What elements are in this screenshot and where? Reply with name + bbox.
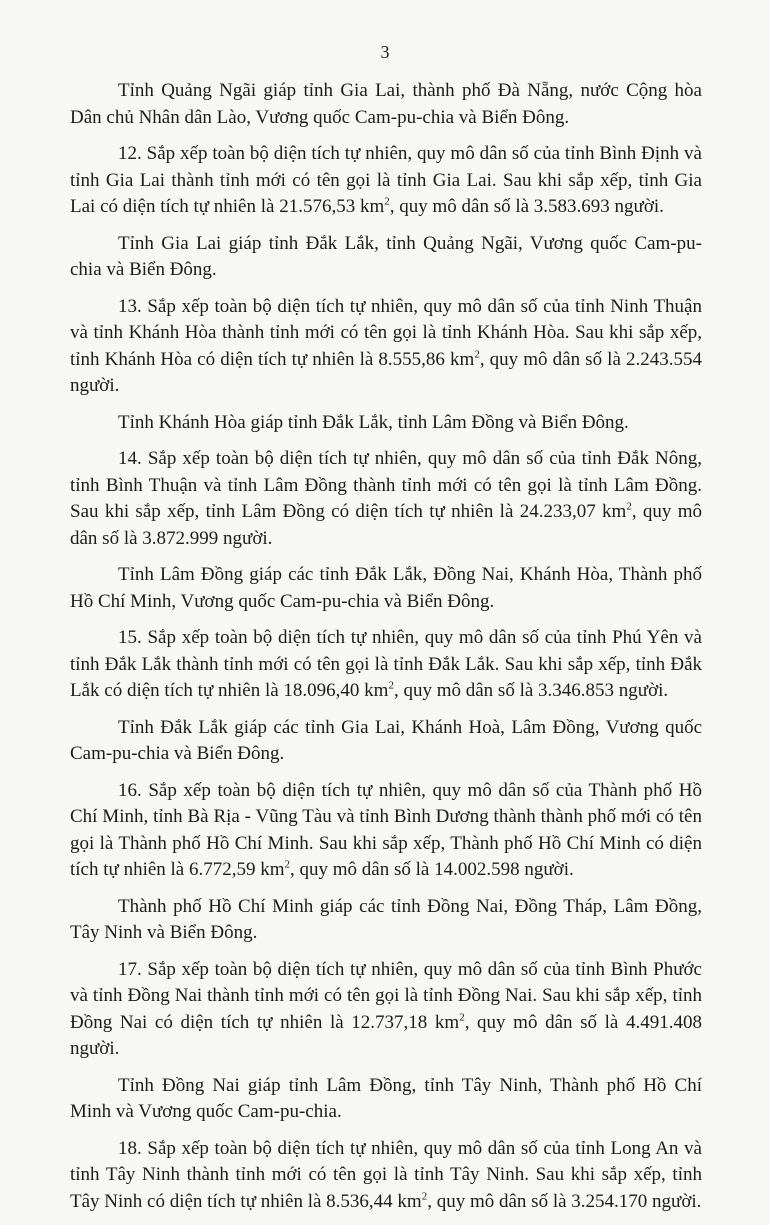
paragraph — [70, 625, 702, 705]
paragraph — [70, 294, 702, 400]
page-number: 3 — [380, 42, 390, 62]
paragraph-text: Tỉnh Gia Lai giáp tỉnh Đắk Lắk, tỉnh Quảng Ngãi, Vương quốc Cam-pu-chia và Biển Đông. — [70, 232, 702, 280]
paragraph-text: 14. Sắp xếp toàn bộ diện tích tự nhiên, quy mô dân số của tỉnh Đắk Nông, tỉnh Bình Thuận và tỉnh Lâm Đồng thành tỉnh mới có tên gọi là tỉnh Lâm Đồng. Sau khi sắp xếp, tỉnh Lâm Đồng có diện tích tự nhiên là 24.233,07 km — [70, 448, 702, 522]
paragraph — [70, 446, 702, 552]
superscript: 2 — [626, 500, 632, 513]
paragraph-text: Tỉnh Đồng Nai giáp tỉnh Lâm Đồng, tỉnh Tây Ninh, Thành phố Hồ Chí Minh và Vương quốc Cam-pu-chia. — [70, 1074, 702, 1122]
paragraph-text: , quy mô dân số là 14.002.598 người. — [290, 859, 574, 880]
paragraph — [70, 715, 702, 768]
paragraph-text: , quy mô dân số là 4.491.408 người. — [70, 1011, 702, 1059]
paragraph-text: , quy mô dân số là 3.346.853 người. — [393, 680, 669, 701]
superscript: 2 — [284, 858, 291, 871]
paragraph-text: Tỉnh Lâm Đồng giáp các tỉnh Đắk Lắk, Đồng Nai, Khánh Hòa, Thành phố Hồ Chí Minh, Vương quốc Cam-pu-chia và Biển Đông. — [70, 564, 702, 612]
paragraph-text: Tỉnh Đắk Lắk giáp các tỉnh Gia Lai, Khánh Hoà, Lâm Đồng, Vương quốc Cam-pu-chia và Biển Đông. — [70, 716, 702, 764]
superscript: 2 — [459, 1011, 465, 1024]
superscript: 2 — [421, 1190, 428, 1203]
document-body — [70, 78, 702, 1225]
superscript: 2 — [384, 195, 390, 208]
paragraph — [70, 957, 702, 1063]
paragraph-text: 12. Sắp xếp toàn bộ diện tích tự nhiên, quy mô dân số của tỉnh Bình Định và tỉnh Gia Lai thành tỉnh mới có tên gọi là tỉnh Gia Lai. Sau khi sắp xếp, tỉnh Gia Lai có diện tích tự nhiên là 21.576,53 km — [70, 143, 702, 217]
paragraph — [70, 78, 702, 131]
paragraph — [70, 1073, 702, 1126]
paragraph-text: Thành phố Hồ Chí Minh giáp các tỉnh Đồng Nai, Đồng Tháp, Lâm Đồng, Tây Ninh và Biển Đông. — [70, 895, 702, 943]
superscript: 2 — [388, 679, 394, 692]
paragraph-text: 18. Sắp xếp toàn bộ diện tích tự nhiên, quy mô dân số của tỉnh Long An và tỉnh Tây Ninh thành tỉnh mới có tên gọi là tỉnh Tây Ninh. Sau khi sắp xếp, tỉnh Tây Ninh có diện tích tự nhiên là 8.536,44 km — [70, 1137, 702, 1212]
paragraph-text: Tỉnh Khánh Hòa giáp tỉnh Đắk Lắk, tỉnh Lâm Đồng và Biển Đông. — [118, 411, 629, 433]
paragraph-text: , quy mô dân số là 3.872.999 người. — [70, 501, 702, 549]
paragraph-text: , quy mô dân số là 2.243.554 người. — [70, 348, 702, 396]
paragraph-text: 13. Sắp xếp toàn bộ diện tích tự nhiên, quy mô dân số của tỉnh Ninh Thuận và tỉnh Khánh Hòa thành tỉnh mới có tên gọi là tỉnh Khánh Hòa. Sau khi sắp xếp, tỉnh Khánh Hòa có diện tích tự nhiên là 8.555,86 km — [70, 295, 702, 370]
paragraph — [70, 894, 702, 947]
paragraph-text: Tỉnh Quảng Ngãi giáp tỉnh Gia Lai, thành phố Đà Nẵng, nước Cộng hòa Dân chủ Nhân dân Lào, Vương quốc Cam-pu-chia và Biển Đông. — [70, 80, 702, 128]
paragraph — [70, 410, 702, 437]
superscript: 2 — [474, 348, 480, 361]
paragraph — [70, 141, 702, 221]
paragraph — [70, 562, 702, 615]
paragraph — [70, 778, 702, 884]
paragraph-text: 16. Sắp xếp toàn bộ diện tích tự nhiên, quy mô dân số của Thành phố Hồ Chí Minh, tỉnh Bà Rịa - Vũng Tàu và tỉnh Bình Dương thành thành phố mới có tên gọi là Thành phố Hồ Chí Minh. Sau khi sắp xếp, Thành phố Hồ Chí Minh có diện tích tự nhiên là 6.772,59 km — [70, 779, 702, 880]
paragraph — [70, 1136, 702, 1216]
paragraph-text: 17. Sắp xếp toàn bộ diện tích tự nhiên, quy mô dân số của tỉnh Bình Phước và tỉnh Đồng Nai thành tỉnh mới có tên gọi là tỉnh Đồng Nai. Sau khi sắp xếp, tỉnh Đồng Nai có diện tích tự nhiên là 12.737,18 km — [70, 958, 702, 1033]
paragraph-text: 15. Sắp xếp toàn bộ diện tích tự nhiên, quy mô dân số của tỉnh Phú Yên và tỉnh Đắk Lắk thành tỉnh mới có tên gọi là tỉnh Đắk Lắk. Sau khi sắp xếp, tỉnh Đắk Lắk có diện tích tự nhiên là 18.096,40 km — [70, 627, 702, 701]
paragraph — [70, 231, 702, 284]
paragraph-text: , quy mô dân số là 3.583.693 người. — [389, 196, 664, 217]
paragraph-text: , quy mô dân số là 3.254.170 người. — [427, 1190, 702, 1212]
